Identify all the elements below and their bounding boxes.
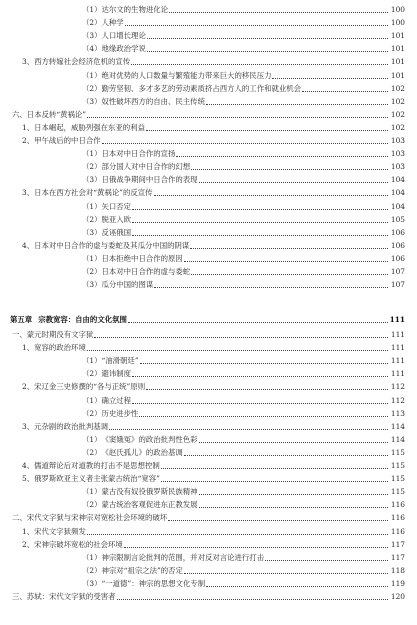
dot-leader bbox=[132, 208, 388, 210]
toc-entry[interactable] bbox=[0, 213, 417, 225]
toc-entry-number: 三、 bbox=[12, 592, 27, 601]
toc-entry-page: 101 bbox=[390, 57, 405, 67]
toc-entry-page: 113 bbox=[390, 408, 405, 418]
toc-entry-number: （1） bbox=[82, 356, 102, 366]
toc-entry-number: 2、 bbox=[22, 539, 35, 549]
toc-entry-number: （2） bbox=[82, 565, 102, 575]
dot-leader bbox=[206, 585, 388, 587]
toc-entry-number: （2） bbox=[82, 500, 102, 510]
toc-entry-number: （2） bbox=[82, 369, 102, 379]
toc-entry[interactable] bbox=[0, 459, 417, 471]
toc-entry-page: 104 bbox=[390, 201, 405, 211]
dot-leader bbox=[191, 273, 388, 275]
toc-entry-number: （2） bbox=[82, 214, 102, 224]
toc-entry-title: 地缘政治学说 bbox=[101, 44, 146, 54]
toc-entry[interactable] bbox=[0, 55, 417, 67]
toc-entry-page: 112 bbox=[390, 382, 405, 392]
dot-leader bbox=[169, 11, 388, 13]
toc-entry-title: 避讳制度 bbox=[101, 369, 132, 379]
toc-entry-page: 115 bbox=[390, 474, 405, 484]
toc-entry-title: 宽容的政治环境 bbox=[34, 343, 86, 353]
toc-entry[interactable] bbox=[0, 577, 417, 589]
toc-entry-number: （3） bbox=[82, 175, 102, 185]
toc-entry[interactable] bbox=[0, 354, 417, 366]
dot-leader bbox=[272, 77, 388, 79]
toc-entry-title: 瓜分中国的图谋 bbox=[101, 280, 154, 290]
toc-entry-title: 绝对优势的人口数量与繁殖能力带来巨大的移民压力 bbox=[101, 70, 272, 80]
toc-entry-title: 奴性破坏西方的自由、民主传统 bbox=[101, 96, 205, 106]
toc-entry-page: 101 bbox=[390, 44, 405, 54]
dot-leader bbox=[199, 493, 388, 495]
toc-entry-page: 104 bbox=[390, 188, 405, 198]
toc-entry-page: 102 bbox=[390, 83, 405, 93]
toc-entry-page: 104 bbox=[390, 175, 405, 185]
toc-entry[interactable] bbox=[0, 186, 417, 198]
dot-leader bbox=[191, 168, 388, 170]
dot-leader bbox=[132, 375, 388, 377]
toc-entry[interactable] bbox=[0, 265, 417, 277]
dot-leader bbox=[132, 234, 388, 236]
toc-entry-title: 蒙古统治客观促进东正教发展 bbox=[101, 500, 198, 510]
toc-entry-title: 日本崛起，威胁列强在东亚的利益 bbox=[34, 122, 145, 132]
toc-entry[interactable] bbox=[0, 420, 417, 432]
dot-leader bbox=[132, 221, 388, 223]
toc-entry-page: 116 bbox=[390, 500, 405, 510]
toc-entry-title: 苏轼：宋代文字狱的受害者 bbox=[26, 592, 116, 601]
toc-entry-number: （3） bbox=[82, 96, 102, 106]
toc-entry[interactable] bbox=[0, 69, 417, 81]
toc-entry[interactable] bbox=[0, 328, 417, 340]
toc-entry[interactable] bbox=[0, 394, 417, 406]
toc-entry-page: 115 bbox=[390, 461, 405, 470]
toc-entry[interactable] bbox=[0, 200, 417, 212]
toc-entry[interactable] bbox=[0, 446, 417, 458]
toc-entry[interactable] bbox=[0, 498, 417, 510]
dot-leader bbox=[117, 598, 389, 600]
toc-entry[interactable] bbox=[0, 239, 417, 251]
toc-entry[interactable] bbox=[0, 341, 417, 353]
toc-entry-page: 107 bbox=[390, 267, 405, 276]
toc-entry-page: 100 bbox=[390, 18, 405, 28]
toc-entry-title: 日本拒绝中日合作的原因 bbox=[101, 253, 183, 263]
dot-leader bbox=[146, 388, 388, 390]
toc-entry-number: 2、 bbox=[22, 382, 35, 392]
toc-entry-page: 102 bbox=[390, 109, 405, 119]
toc-entry-title: 神宗对“祖宗之法”的否定 bbox=[101, 565, 183, 575]
toc-entry-number: （2） bbox=[82, 408, 102, 418]
toc-entry-page: 103 bbox=[390, 162, 405, 172]
toc-entry[interactable] bbox=[0, 525, 417, 537]
toc-entry-page: 103 bbox=[390, 136, 405, 145]
toc-entry-page: 111 bbox=[389, 315, 405, 325]
dot-leader bbox=[125, 24, 388, 26]
dot-leader bbox=[199, 181, 388, 183]
toc-entry-title: 日本对中日合作的虚与委蛇 bbox=[101, 267, 191, 276]
toc-entry-number: （4） bbox=[82, 44, 102, 54]
toc-entry-title: 部分国人对中日合作的幻想 bbox=[101, 162, 191, 172]
toc-entry[interactable] bbox=[0, 160, 417, 172]
toc-entry-number: （2） bbox=[82, 83, 102, 93]
dot-leader bbox=[131, 63, 388, 65]
toc-entry-title: 俄罗斯欧亚主义者主张蒙古统治“宽容” bbox=[34, 474, 160, 484]
toc-entry-number: （1） bbox=[82, 70, 102, 80]
dot-leader bbox=[87, 533, 388, 535]
toc-entry[interactable] bbox=[0, 42, 417, 54]
toc-entry-page: 114 bbox=[390, 421, 405, 431]
toc-entry[interactable] bbox=[0, 82, 417, 94]
toc-entry-title: 蒙元时期没有文字狱 bbox=[26, 330, 94, 339]
toc-entry-title: 日本对中日合作的宣扬 bbox=[101, 149, 176, 159]
toc-entry-number: 3、 bbox=[22, 57, 35, 67]
dot-leader bbox=[87, 349, 388, 351]
dot-leader bbox=[132, 402, 388, 404]
dot-leader bbox=[147, 37, 388, 39]
toc-entry-number: 1、 bbox=[22, 122, 35, 132]
dot-leader bbox=[140, 362, 388, 364]
toc-entry-page: 102 bbox=[390, 122, 405, 132]
toc-entry-page: 111 bbox=[390, 330, 405, 339]
toc-entry-page: 103 bbox=[390, 149, 405, 159]
toc-chapter-entry[interactable] bbox=[0, 313, 417, 325]
toc-entry[interactable] bbox=[0, 16, 417, 28]
toc-entry-page: 119 bbox=[390, 578, 405, 588]
toc-entry-number: 2、 bbox=[22, 136, 35, 145]
toc-entry-title: “油滑朝廷” bbox=[101, 356, 139, 366]
toc-entry-number: （2） bbox=[82, 18, 102, 28]
toc-entry-title: 达尔文的生物进化论 bbox=[101, 5, 169, 14]
toc-entry-title: 宋神宗破坏宽松的社会环境 bbox=[34, 539, 123, 549]
toc-entry-page: 118 bbox=[390, 565, 405, 575]
toc-entry-number: （1） bbox=[82, 149, 102, 159]
toc-entry-number: （1） bbox=[82, 253, 102, 263]
dot-leader bbox=[168, 519, 388, 521]
toc-entry[interactable] bbox=[0, 95, 417, 107]
toc-entry-title: 宋代文字狱与宋神宗对宽松社会环境的破坏 bbox=[26, 513, 168, 523]
toc-entry[interactable] bbox=[0, 485, 417, 497]
toc-entry-number: 六、 bbox=[12, 109, 27, 119]
toc-entry-title: 矢口否定 bbox=[101, 201, 132, 211]
toc-entry-title: 日本反转“黄祸论” bbox=[26, 109, 87, 119]
toc-entry[interactable] bbox=[0, 108, 417, 120]
toc-entry[interactable] bbox=[0, 252, 417, 264]
toc-entry-page: 106 bbox=[390, 240, 405, 250]
toc-entry-number: 3、 bbox=[22, 188, 35, 198]
toc-entry-page: 115 bbox=[390, 487, 405, 497]
toc-entry-page: 117 bbox=[390, 552, 405, 562]
toc-entry-number: 第五章 bbox=[10, 315, 33, 325]
toc-entry[interactable] bbox=[0, 590, 417, 602]
toc-entry[interactable] bbox=[0, 278, 417, 290]
toc-entry[interactable] bbox=[0, 121, 417, 133]
toc-entry-number: 1、 bbox=[22, 343, 35, 353]
toc-entry[interactable] bbox=[0, 3, 417, 15]
toc-entry[interactable] bbox=[0, 367, 417, 379]
toc-entry-title: 反诬俄国 bbox=[101, 227, 132, 237]
toc-entry-title: 人种学 bbox=[101, 18, 124, 28]
toc-entry[interactable] bbox=[0, 134, 417, 146]
toc-entry[interactable] bbox=[0, 407, 417, 419]
toc-entry-title: 勤劳坚韧、多才多艺的劳动素质挤占西方人的工作和就业机会 bbox=[101, 83, 302, 93]
toc-entry-page: 111 bbox=[390, 356, 405, 366]
dot-leader bbox=[176, 155, 388, 157]
dot-leader bbox=[128, 321, 388, 323]
dot-leader bbox=[124, 546, 388, 548]
toc-entry-title: 日本对中日合作的虚与委蛇及其瓜分中国的阴谋 bbox=[34, 240, 190, 250]
toc-entry-title: 确立过程 bbox=[101, 395, 132, 405]
toc-entry-title: “一道德”：神宗的思想文化专制 bbox=[101, 578, 206, 588]
toc-entry[interactable] bbox=[0, 433, 417, 445]
toc-entry-number: （1） bbox=[82, 434, 102, 444]
dot-leader bbox=[109, 428, 388, 430]
toc-entry-page: 116 bbox=[390, 513, 405, 523]
dot-leader bbox=[265, 559, 388, 561]
dot-leader bbox=[146, 129, 388, 131]
toc-entry-number: （3） bbox=[82, 578, 102, 588]
dot-leader bbox=[161, 467, 388, 469]
toc-entry-title: 《赵氏孤儿》的政治基调 bbox=[101, 447, 183, 457]
toc-entry[interactable] bbox=[0, 551, 417, 563]
toc-entry-number: （1） bbox=[82, 487, 102, 497]
toc-entry-page: 106 bbox=[390, 253, 405, 263]
dot-leader bbox=[87, 116, 388, 118]
dot-leader bbox=[184, 260, 388, 262]
toc-entry-page: 102 bbox=[390, 96, 405, 106]
toc-entry-number: （1） bbox=[82, 395, 102, 405]
toc-entry-title: 日本在西方社会对“黄祸论”的反宣传 bbox=[34, 188, 153, 198]
toc-entry-page: 101 bbox=[390, 70, 405, 80]
toc-entry-page: 116 bbox=[390, 526, 405, 536]
dot-leader bbox=[199, 441, 388, 443]
dot-leader bbox=[139, 415, 388, 417]
toc-entry-number: 5、 bbox=[22, 474, 35, 484]
toc-entry-number: 3、 bbox=[22, 421, 35, 431]
toc-entry-number: （3） bbox=[82, 280, 102, 290]
toc-entry-title: 宗教宽容：自由的文化氛围 bbox=[38, 315, 127, 325]
toc-entry-title: 宋代文字狱频发 bbox=[34, 526, 86, 536]
toc-entry-title: 元杂剧的政治批判基调 bbox=[34, 421, 109, 431]
dot-leader bbox=[190, 247, 388, 249]
dot-leader bbox=[94, 336, 388, 338]
toc-entry-title: 西方转嫁社会经济危机的宣传 bbox=[34, 57, 131, 67]
toc-entry-title: 日俄战争期间中日合作的表现 bbox=[101, 175, 198, 185]
toc-entry-title: 蒙古没有奴役俄罗斯民族精神 bbox=[101, 487, 198, 497]
dot-leader bbox=[154, 286, 388, 288]
toc-entry-title: 甲午战后的中日合作 bbox=[34, 136, 101, 145]
toc-entry-page: 120 bbox=[390, 592, 405, 601]
dot-leader bbox=[102, 142, 388, 144]
toc-entry-title: 神宗限制言论批判的范围，并对反对言论进行打击 bbox=[101, 552, 265, 562]
toc-entry-number: （1） bbox=[82, 552, 102, 562]
toc-entry-number: （2） bbox=[82, 162, 102, 172]
toc-entry-number: （2） bbox=[82, 267, 102, 276]
toc-entry-number: 二、 bbox=[12, 513, 27, 523]
dot-leader bbox=[199, 506, 388, 508]
toc-entry-title: 脱亚入欧 bbox=[101, 214, 132, 224]
toc-entry-page: 115 bbox=[390, 447, 405, 457]
dot-leader bbox=[184, 572, 388, 574]
toc-entry[interactable] bbox=[0, 472, 417, 484]
toc-entry-page: 101 bbox=[390, 31, 405, 41]
toc-entry-number: （3） bbox=[82, 31, 102, 41]
toc-entry[interactable] bbox=[0, 226, 417, 238]
toc-entry-number: 4、 bbox=[22, 240, 35, 250]
toc-entry-number: 1、 bbox=[22, 526, 35, 536]
dot-leader bbox=[161, 480, 388, 482]
toc-entry-number: （3） bbox=[82, 227, 102, 237]
toc-entry-number: （2） bbox=[82, 447, 102, 457]
dot-leader bbox=[154, 194, 388, 196]
toc-entry-page: 114 bbox=[390, 434, 405, 444]
toc-entry[interactable] bbox=[0, 147, 417, 159]
dot-leader bbox=[206, 103, 388, 105]
toc-entry[interactable] bbox=[0, 29, 417, 41]
toc-entry-number: 一、 bbox=[12, 330, 27, 339]
toc-entry[interactable] bbox=[0, 564, 417, 576]
toc-entry-title: 《窦娥冤》的政治批判性色彩 bbox=[101, 434, 198, 444]
toc-entry-number: （1） bbox=[82, 201, 102, 211]
toc-entry-page: 100 bbox=[390, 5, 405, 14]
dot-leader bbox=[184, 454, 388, 456]
toc-entry-page: 117 bbox=[390, 539, 405, 549]
toc-entry[interactable] bbox=[0, 511, 417, 523]
toc-entry-page: 105 bbox=[390, 214, 405, 224]
toc-entry-title: 人口增长理论 bbox=[101, 31, 146, 41]
toc-entry-page: 111 bbox=[390, 343, 405, 353]
dot-leader bbox=[302, 90, 388, 92]
toc-entry-page: 111 bbox=[390, 369, 405, 379]
dot-leader bbox=[147, 50, 388, 52]
toc-entry-title: 宋辽金三史修撰的“各与正统”原则 bbox=[34, 382, 146, 392]
toc-entry-title: 历史进步性 bbox=[101, 408, 139, 418]
toc-entry-title: 儒道辩论后对道教的打击不是思想控制 bbox=[34, 461, 160, 470]
toc-entry-number: 4、 bbox=[22, 461, 35, 470]
toc-entry[interactable] bbox=[0, 538, 417, 550]
toc-entry-page: 106 bbox=[390, 227, 405, 237]
toc-entry-page: 112 bbox=[390, 395, 405, 405]
toc-entry[interactable] bbox=[0, 380, 417, 392]
toc-entry-number: （1） bbox=[82, 5, 102, 14]
toc-entry[interactable] bbox=[0, 173, 417, 185]
toc-entry-page: 107 bbox=[390, 280, 405, 290]
